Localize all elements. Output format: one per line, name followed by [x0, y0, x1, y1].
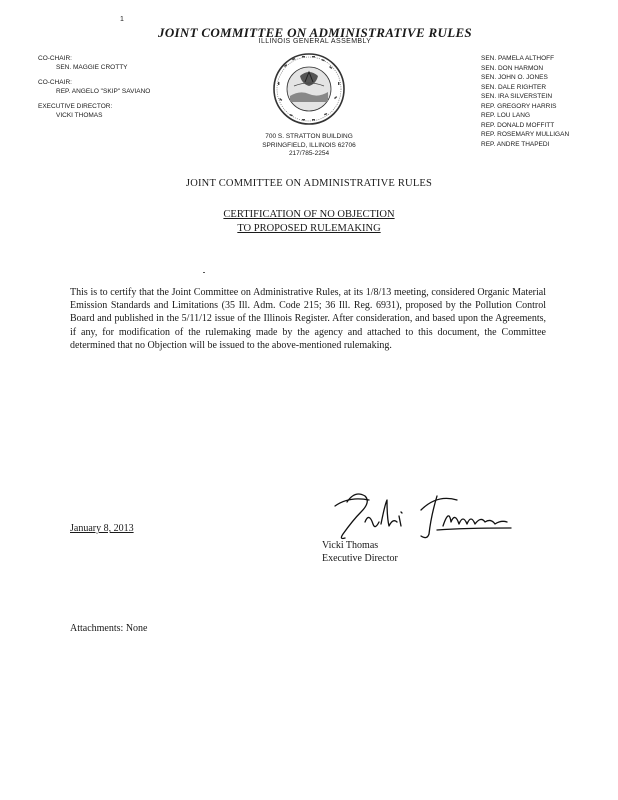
co-chair-name: REP. ANGELO "SKIP" SAVIANO: [56, 88, 151, 95]
letterhead-title: JOINT COMMITTEE ON ADMINISTRATIVE RULES: [158, 25, 472, 40]
member-name: REP. LOU LANG: [481, 112, 531, 119]
committee-address: [225, 133, 393, 159]
address-line: 700 S. STRATTON BUILDING: [265, 133, 353, 140]
officers-list: [38, 54, 150, 120]
signer-name: Vicki Thomas: [322, 540, 379, 551]
certification-paragraph: This is to certify that the Joint Committee on Administrative Rules, at its 1/8/13 meeting, considered Organic Material Emission Standards and Limitations (35 Ill. Adm. Code 215; 36 Ill. Reg. 6931), proposed by the Pollution Control Board and published in the 5/11/12 issue of the Illinois Register. After consideration, and based upon the Agreements, if any, for modification of the rulemaking made by the agency and attached to this document, the Committee determined that no Objection will be issued to the above-mentioned rulemaking.: [70, 287, 546, 351]
certification-title-line: CERTIFICATION OF NO OBJECTION: [223, 209, 395, 220]
member-name: REP. GREGORY HARRIS: [481, 102, 557, 110]
signature-date: January 8, 2013: [70, 523, 134, 534]
signer-title: Executive Director: [322, 553, 398, 564]
scan-speck: [203, 272, 205, 273]
document-heading: JOINT COMMITTEE ON ADMINISTRATIVE RULES: [185, 178, 433, 189]
address-line: SPRINGFIELD, ILLINOIS 62706: [262, 141, 356, 149]
letterhead-subtitle: ILLINOIS GENERAL ASSEMBLY: [258, 38, 372, 45]
member-name: REP. ANDRE THAPEDI: [481, 140, 550, 148]
member-name: SEN. PAMELA ALTHOFF: [481, 55, 555, 62]
member-name: REP. ROSEMARY MULLIGAN: [481, 131, 570, 138]
certification-title: [150, 208, 468, 236]
member-name: SEN. DALE RIGHTER: [481, 83, 547, 91]
co-chair-label: CO-CHAIR:: [38, 79, 72, 86]
phone-number: 217/785-2254: [288, 150, 330, 157]
director-label: EXECUTIVE DIRECTOR:: [38, 103, 113, 110]
co-chair-name: SEN. MAGGIE CROTTY: [56, 64, 128, 71]
committee-members-list: [481, 54, 569, 149]
member-name: SEN. DON HARMON: [481, 64, 544, 72]
co-chair-label: CO-CHAIR:: [38, 55, 72, 62]
member-name: SEN. IRA SILVERSTEIN: [481, 93, 553, 100]
certification-title-line: TO PROPOSED RULEMAKING: [237, 223, 381, 234]
page-mark: 1: [120, 16, 124, 23]
director-name: VICKI THOMAS: [56, 112, 103, 119]
state-seal-icon: [272, 52, 346, 126]
attachments-note: Attachments: None: [70, 623, 148, 634]
member-name: REP. DONALD MOFFITT: [481, 121, 555, 129]
member-name: SEN. JOHN O. JONES: [481, 74, 548, 81]
